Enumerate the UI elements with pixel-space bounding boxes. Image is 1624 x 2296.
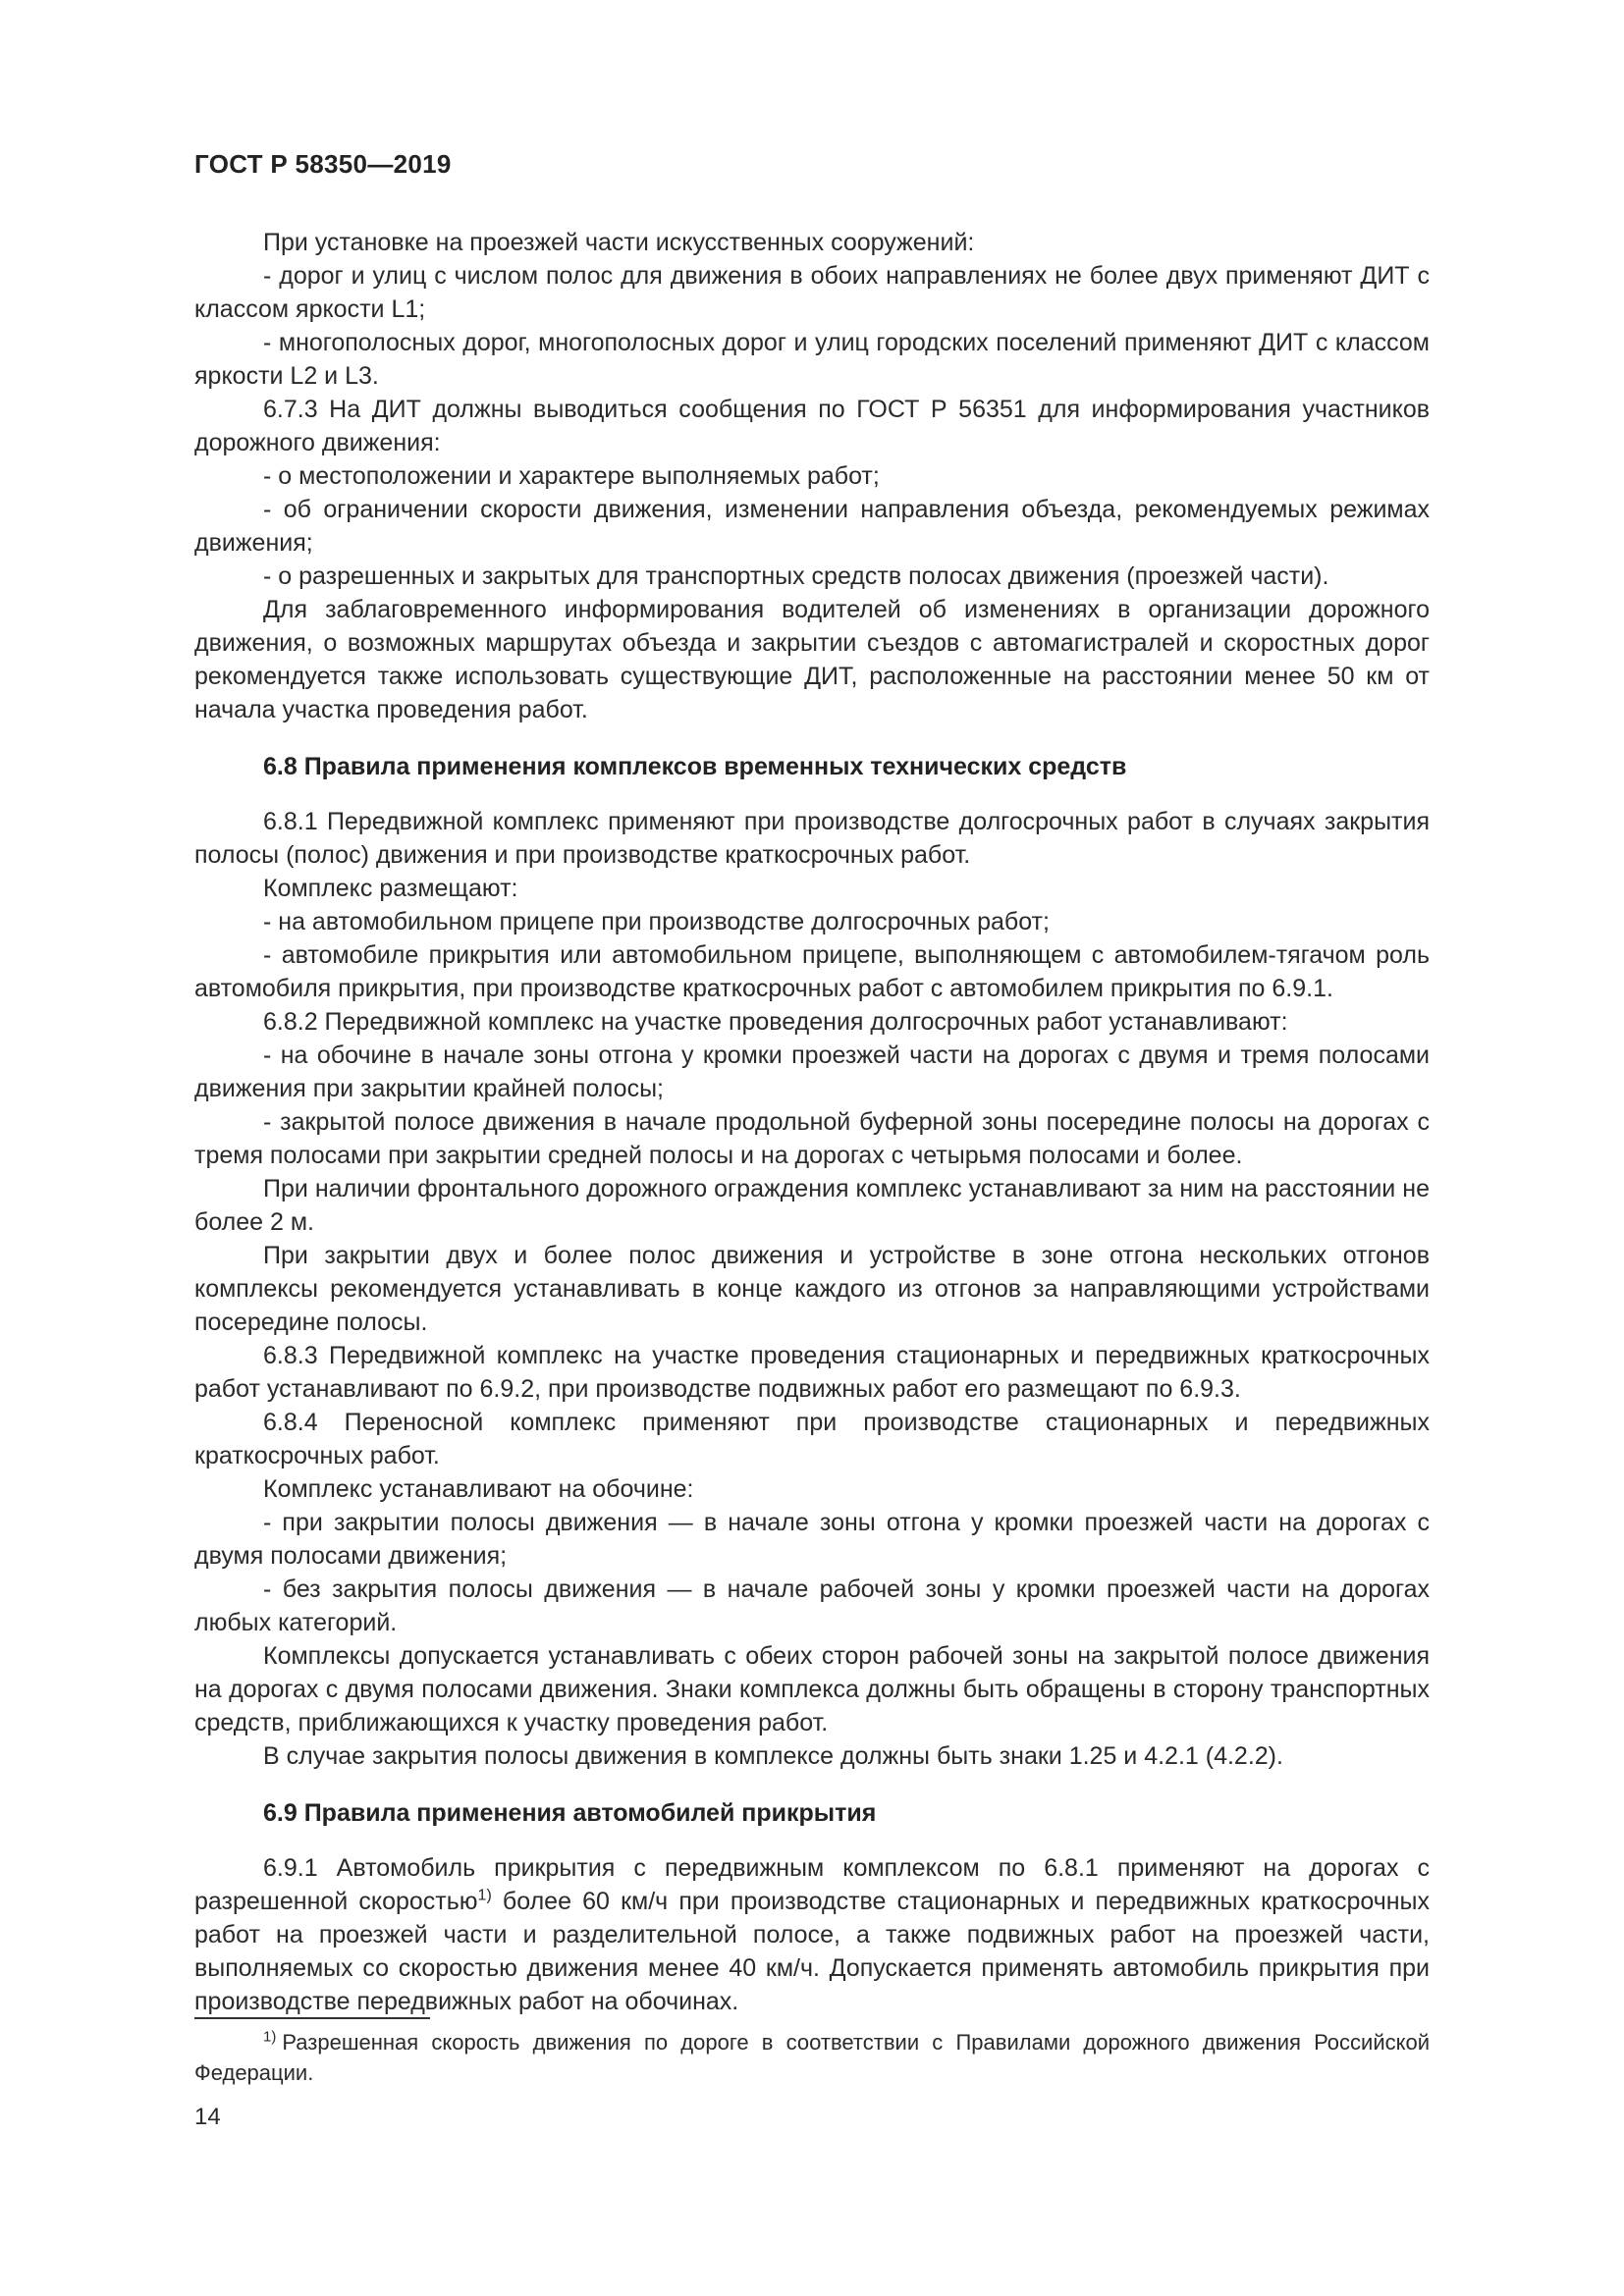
paragraph: - на обочине в начале зоны отгона у кромки проезжей части на дорогах с двумя и тремя полосами движения при закрытии крайней полосы;: [194, 1041, 1430, 1102]
paragraph: 6.8.4 Переносной комплекс применяют при производстве стационарных и передвижных краткосрочных работ.: [194, 1409, 1430, 1469]
paragraph: - автомобиле прикрытия или автомобильном прицепе, выполняющем с автомобилем-тягачом роль автомобиля прикрытия, при производстве краткосрочных работ с автомобилем прикрытия по 6.9.1.: [194, 941, 1430, 1002]
paragraph: 6.7.3 На ДИТ должны выводиться сообщения по ГОСТ Р 56351 для информирования участников дорожного движения:: [194, 396, 1430, 456]
paragraph: 6.8.1 Передвижной комплекс применяют при производстве долгосрочных работ в случаях закрытия полосы (полос) движения и при производстве краткосрочных работ.: [194, 808, 1430, 869]
paragraph: - дорог и улиц с числом полос для движения в обоих направлениях не более двух применяют ДИТ с классом яркости L1;: [194, 262, 1430, 323]
footnote-rule: [194, 2017, 430, 2019]
paragraph: - о разрешенных и закрытых для транспортных средств полосах движения (проезжей части).: [263, 562, 1329, 590]
section-heading: 6.9 Правила применения автомобилей прикрытия: [263, 1799, 877, 1827]
paragraph: - многополосных дорог, многополосных дорог и улиц городских поселений применяют ДИТ с классом яркости L2 и L3.: [194, 329, 1430, 390]
paragraph: Для заблаговременного информирования водителей об изменениях в организации дорожного движения, о возможных маршрутах объезда и закрытии съездов с автомагистралей и скоростных дорог рекомендуется также использовать существующие ДИТ, расположенные на расстоянии менее 50 км от начала участка проведения работ.: [194, 596, 1430, 723]
paragraph-text: 6.9.1 Автомобиль прикрытия с передвижным комплексом по 6.8.1 применяют на дорогах с разрешенной скоростью: [194, 1854, 1430, 1915]
paragraph: - при закрытии полосы движения — в начале зоны отгона у кромки проезжей части на дорогах с двумя полосами движения;: [194, 1509, 1430, 1570]
paragraph: Комплекс размещают:: [263, 875, 518, 902]
footnote: [194, 2027, 1430, 2088]
footnote-reference: 1): [477, 1887, 492, 1904]
footnote-text: Разрешенная скорость движения по дороге в соответствии с Правилами дорожного движения Российской Федерации.: [194, 2030, 1430, 2085]
paragraph: 6.8.3 Передвижной комплекс на участке проведения стационарных и передвижных краткосрочных работ устанавливают по 6.9.2, при производстве подвижных работ его размещают по 6.9.3.: [194, 1342, 1430, 1403]
paragraph: - без закрытия полосы движения — в начале рабочей зоны у кромки проезжей части на дорогах любых категорий.: [194, 1575, 1430, 1636]
document-code-header: ГОСТ Р 58350—2019: [194, 149, 452, 179]
paragraph: - на автомобильном прицепе при производстве долгосрочных работ;: [263, 908, 1050, 935]
page-number: 14: [194, 2104, 221, 2130]
paragraph: Комплекс устанавливают на обочине:: [263, 1475, 694, 1503]
paragraph: Комплексы допускается устанавливать с обеих сторон рабочей зоны на закрытой полосе движения на дорогах с двумя полосами движения. Знаки комплекса должны быть обращены в сторону транспортных средств, приближающихся к участку проведения работ.: [194, 1642, 1430, 1736]
footnote-marker: 1): [263, 2028, 277, 2046]
paragraph: - закрытой полосе движения в начале продольной буферной зоны посередине полосы на дорогах с тремя полосами при закрытии средней полосы и на дорогах с четырьмя полосами и более.: [194, 1108, 1430, 1169]
paragraph: При закрытии двух и более полос движения и устройстве в зоне отгона нескольких отгонов комплексы рекомендуется устанавливать в конце каждого из отгонов за направляющими устройствами посередине полосы.: [194, 1242, 1430, 1336]
paragraph: - о местоположении и характере выполняемых работ;: [263, 462, 880, 490]
body-text: [194, 226, 1430, 2018]
paragraph: [194, 1851, 1430, 2018]
paragraph-text: более 60 км/ч при производстве стационарных и передвижных краткосрочных работ на проезжей части и разделительной полосе, а также подвижных работ на проезжей части, выполняемых со скоростью движения менее 40 км/ч. Допускается применять автомобиль прикрытия при производстве передвижных работ на обочинах.: [194, 1888, 1430, 2015]
paragraph: - об ограничении скорости движения, изменении направления объезда, рекомендуемых режимах движения;: [194, 496, 1430, 557]
paragraph: 6.8.2 Передвижной комплекс на участке проведения долгосрочных работ устанавливают:: [263, 1008, 1288, 1036]
paragraph: При наличии фронтального дорожного ограждения комплекс устанавливают за ним на расстоянии не более 2 м.: [194, 1175, 1430, 1236]
section-heading: 6.8 Правила применения комплексов временных технических средств: [263, 753, 1127, 780]
paragraph: При установке на проезжей части искусственных сооружений:: [263, 229, 975, 256]
paragraph: В случае закрытия полосы движения в комплексе должны быть знаки 1.25 и 4.2.1 (4.2.2).: [263, 1742, 1283, 1770]
